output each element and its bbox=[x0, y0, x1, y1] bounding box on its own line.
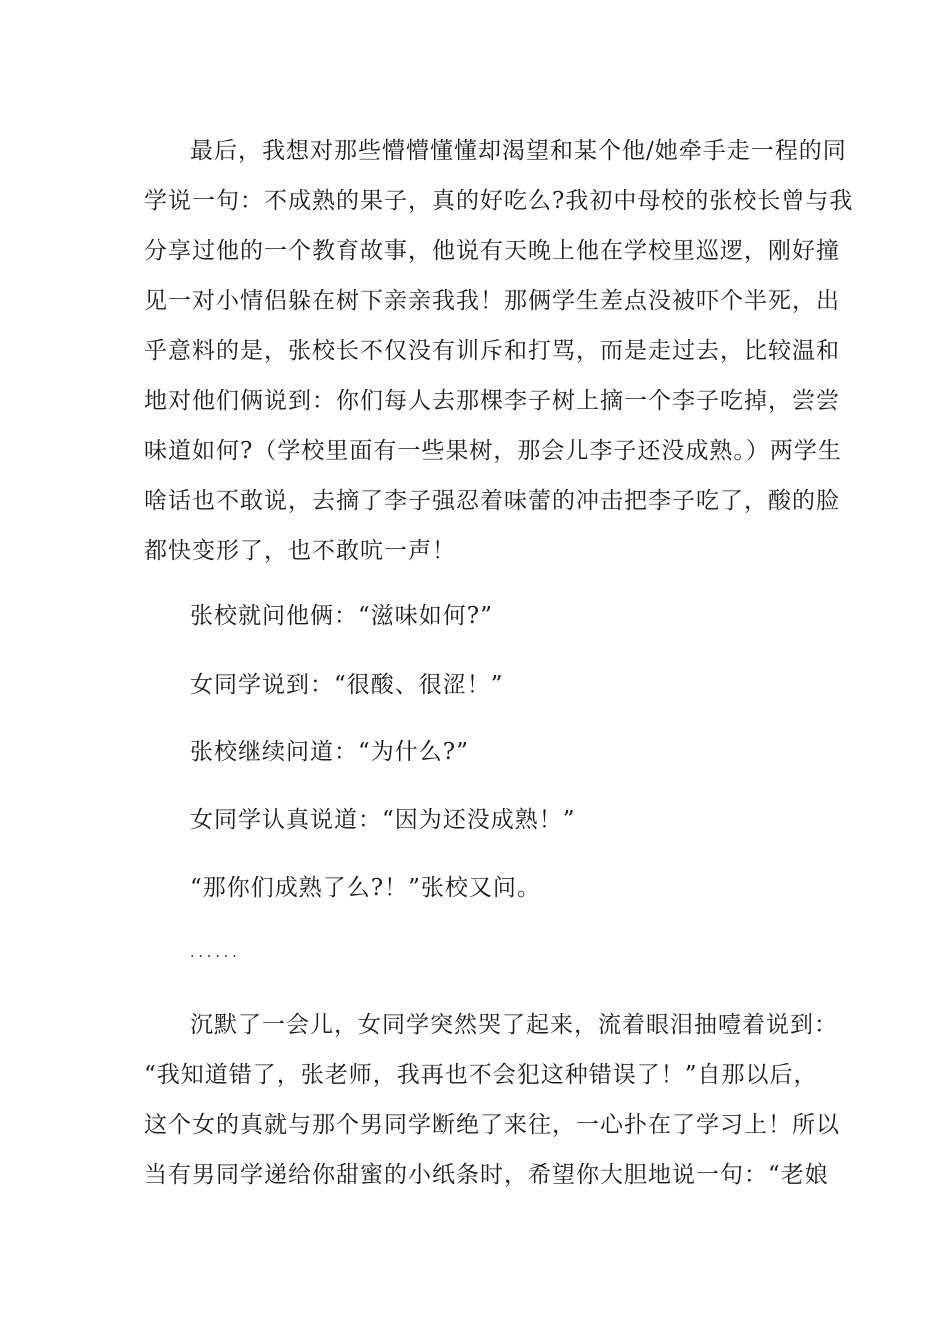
paragraph-line: 这个女的真就与那个男同学断绝了来往，一心扑在了学习上！所以 bbox=[144, 1112, 840, 1138]
paragraph-line: 分享过他的一个教育故事，他说有天晚上他在学校里巡逻，刚好撞 bbox=[144, 238, 840, 264]
paragraph-6 bbox=[144, 863, 806, 913]
paragraph-line: 都快变形了，也不敢吭一声！ bbox=[144, 538, 456, 564]
paragraph-line: 最后，我想对那些懵懵懂懂却渴望和某个他/她牵手走一程的同 bbox=[190, 138, 847, 164]
paragraph-line: 沉默了一会儿，女同学突然哭了起来，流着眼泪抽噎着说到： bbox=[190, 1012, 838, 1038]
paragraph-3 bbox=[144, 660, 806, 710]
paragraph-line: 啥话也不敢说，去摘了李子强忍着味蕾的冲击把李子吃了，酸的脸 bbox=[144, 488, 840, 514]
dialogue-line: 张校就问他俩：“滋味如何?” bbox=[190, 603, 493, 629]
dialogue-line: 女同学说到：“很酸、很涩！” bbox=[190, 672, 504, 698]
ellipsis: ······ bbox=[190, 949, 241, 965]
paragraph-line: 乎意料的是，张校长不仅没有训斥和打骂，而是走过去，比较温和 bbox=[144, 338, 840, 364]
paragraph-8 bbox=[144, 1000, 840, 1200]
ellipsis-paragraph bbox=[144, 932, 806, 982]
dialogue-line: “那你们成熟了么?！”张校又问。 bbox=[190, 875, 541, 901]
paragraph-line: 味道如何?（学校里面有一些果树，那会儿李子还没成熟。）两学生 bbox=[144, 438, 842, 464]
paragraph-line: 当有男同学递给你甜蜜的小纸条时，希望你大胆地说一句：“老娘 bbox=[144, 1162, 829, 1188]
paragraph-line: 学说一句：不成熟的果子，真的好吃么?我初中母校的张校长曾与我 bbox=[144, 188, 854, 214]
dialogue-line: 张校继续问道：“为什么?” bbox=[190, 739, 469, 765]
paragraph-4 bbox=[144, 727, 806, 777]
paragraph-line: “我知道错了，张老师，我再也不会犯这种错误了！”自那以后， bbox=[144, 1062, 818, 1088]
dialogue-line: 女同学认真说道：“因为还没成熟！” bbox=[190, 807, 576, 833]
paragraph-5 bbox=[144, 795, 806, 845]
paragraph-1 bbox=[144, 126, 854, 576]
paragraph-line: 见一对小情侣躲在树下亲亲我我！那俩学生差点没被吓个半死，出 bbox=[144, 288, 840, 314]
paragraph-line: 地对他们俩说到：你们每人去那棵李子树上摘一个李子吃掉，尝尝 bbox=[144, 388, 840, 414]
paragraph-2 bbox=[144, 591, 806, 641]
